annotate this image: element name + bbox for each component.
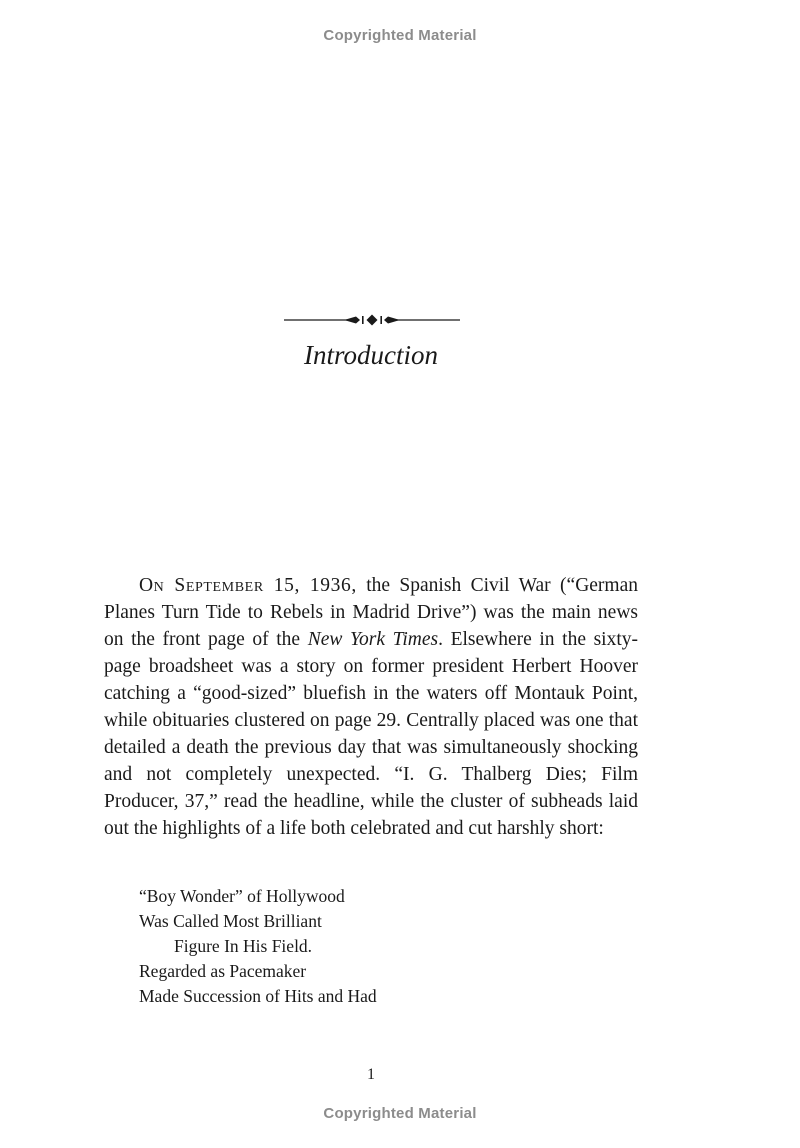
copyright-watermark-top: Copyrighted Material bbox=[323, 27, 477, 44]
chapter-title: Introduction bbox=[304, 340, 438, 370]
headline-line: Figure In His Field. bbox=[174, 936, 313, 956]
headline-line: Regarded as Pacemaker bbox=[139, 961, 307, 981]
headline-line: Was Called Most Brilliant bbox=[139, 911, 322, 931]
copyright-watermark-bottom: Copyrighted Material bbox=[323, 1105, 477, 1122]
paragraph-text-part-2: . Elsewhere in the sixty-page broadsheet was a story on former president Herbert Hoover catching a “good-sized” bluefish in the waters off Montauk Point, while obituaries clustered on page 29. Centrally placed was one that detailed a death the previous day that was simultaneously shocking and not completely unexpected. “I. G. Thalberg Dies; Film Producer, 37,” read the headline, while the cluster of subheads laid out the highlights of a life both celebrated and cut harshly short: bbox=[104, 629, 638, 839]
headline-line: “Boy Wonder” of Hollywood bbox=[139, 886, 345, 906]
body-paragraph bbox=[104, 572, 638, 842]
headline-quote-block bbox=[139, 884, 377, 1009]
lead-in-smallcaps: On September 15, 1936, bbox=[139, 575, 357, 596]
newspaper-title: New York Times bbox=[307, 629, 439, 650]
page-number: 1 bbox=[367, 1066, 375, 1083]
headline-line: Made Succession of Hits and Had bbox=[139, 986, 377, 1006]
paragraph-text-part-1: the Spanish Civil War (“German Planes Turn Tide to Rebels in Madrid Drive”) was the main news on the front page of the bbox=[104, 575, 638, 650]
chapter-ornament-icon bbox=[284, 311, 460, 329]
